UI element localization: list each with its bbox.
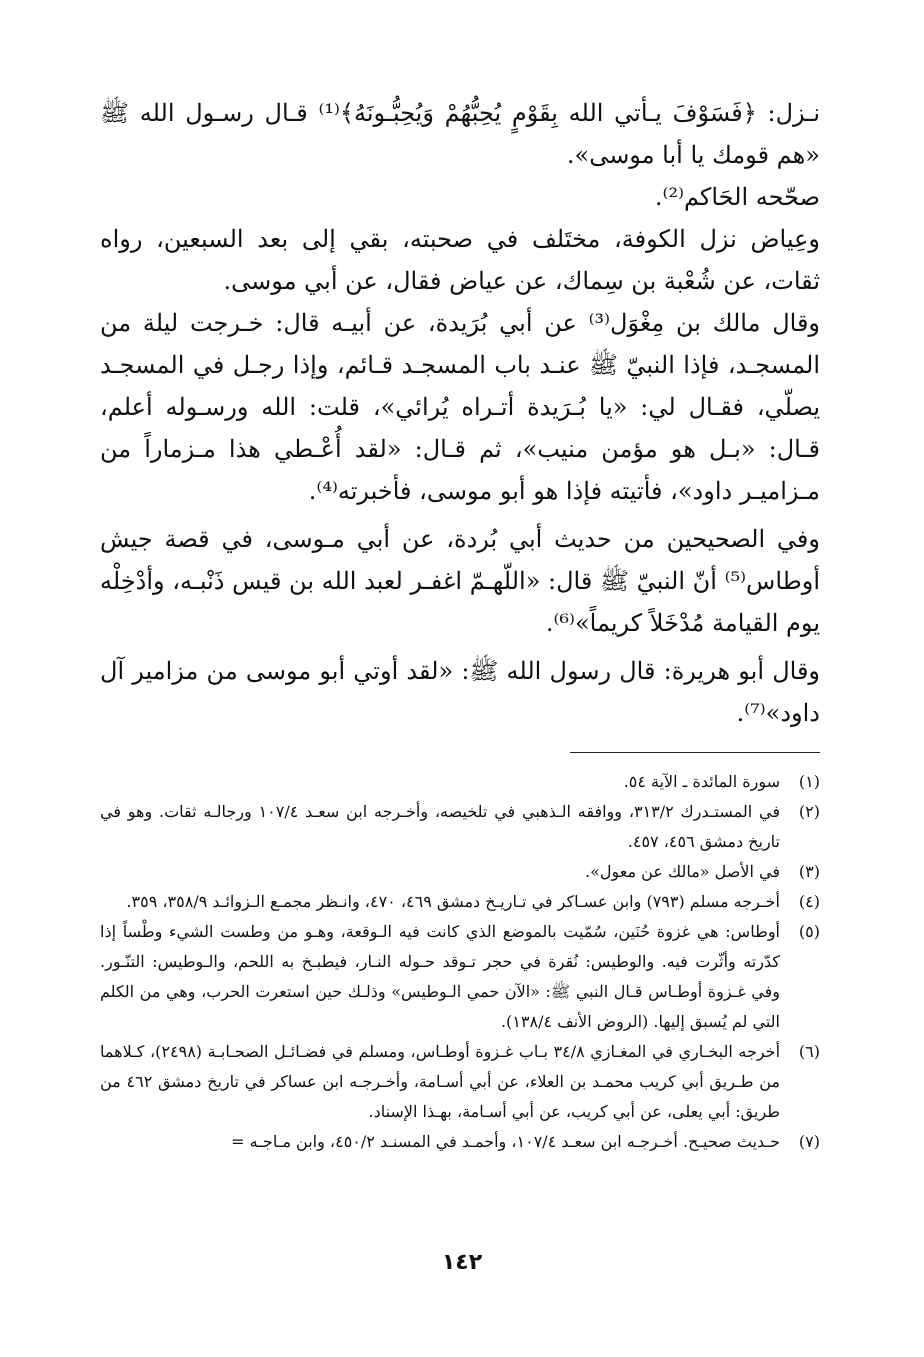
- footnote-number: (٤): [798, 892, 820, 911]
- paragraph-quran-verse: نـزل: ﴿فَسَوْفَ يـأتي الله بِقَوْمٍ يُحِبُّهُمْ وَيُحِبُّـونَهُ﴾⁽¹⁾ قـال رسـول الله ﷺ «هم قومك يا أبا موسى».: [100, 99, 821, 169]
- paragraph-abu-hurayra: وقال أبو هريرة: قال رسول الله ﷺ: «لقد أوتي أبو موسى من مزامير آل داود»⁽⁷⁾.: [100, 657, 820, 727]
- paragraph-sahihayn: وفي الصحيحين من حديث أبي بُردة، عن أبي مـوسى، في قصة جيش أوطاس⁽⁵⁾ أنّ النبيّ ﷺ قال: «اللّهـمّ اغفـر لعبد الله بن قيس ذَنْبـه، وأدْخِلْه يوم القيامة مُدْخَلاً كريماً»⁽⁶⁾.: [100, 525, 820, 637]
- footnote-text: في المستـدرك ٣١٣/٢، ووافقه الـذهبي في تلخيصه، وأخـرجه ابن سعـد ١٠٧/٤ ورجالـه ثقات. وهو في تاريخ دمشق ٤٥٦، ٤٥٧.: [100, 802, 781, 851]
- footnote-item: [100, 1037, 820, 1127]
- page-number: ١٤٢: [441, 1250, 483, 1275]
- footnote-item: [100, 1127, 820, 1157]
- footnotes: [100, 767, 820, 1157]
- footnote-item: [100, 857, 820, 887]
- page-content: [100, 92, 820, 1157]
- footnote-text: أخرجه البخـاري في المغـازي ٣٤/٨ بـاب غـزوة أوطـاس، ومسلم في فضـائـل الصحـابـة (٢٤٩٨)، كـلاهما من طـريق أبي كريب محمـد بن العلاء، عن أبي أسـامة، وأخـرجـه ابن عساكر في تاريخ دمشق ٤٦٢ من طريق: أبي يعلى، عن أبي كريب، عن أبي أسـامة، بهـذا الإسناد.: [100, 1042, 781, 1121]
- paragraph-malik: وقال مالك بن مِغْوَل⁽³⁾ عن أبي بُرَيدة، عن أبيـه قال: خـرجت ليلة من المسجـد، فإذا النبيّ ﷺ عنـد باب المسجـد قـائم، وإذا رجـل في المسجـد يصلّي، فقـال لي: «يا بُـرَيدة أتـراه يُرائي»، قلت: الله ورسـوله أعلم، قـال: «بـل هو مؤمن منيب»، ثم قـال: «لقد أُعْـطي هذا مـزماراً من مـزاميـر داود»، فأتيته فإذا هو أبو موسى، فأخبرته⁽⁴⁾.: [100, 309, 821, 505]
- footnote-number: (٧): [798, 1132, 820, 1151]
- footnote-number: (٥): [798, 922, 820, 941]
- paragraph-hakim: صحّحه الحَاكم⁽²⁾.: [654, 183, 820, 211]
- footnote-number: (٣): [798, 862, 820, 881]
- footnote-text: سورة المائدة ـ الآية ٥٤.: [623, 772, 780, 791]
- footnote-divider: [570, 752, 820, 753]
- footnote-item: [100, 887, 820, 917]
- footnote-number: (٢): [798, 802, 820, 821]
- footnote-text: حـديث صحيـح. أخـرجـه ابن سعـد ١٠٧/٤، وأحمـد في المسنـد ٤٥٠/٢، وابن مـاجـه =: [231, 1132, 780, 1151]
- footnote-number: (١): [798, 772, 820, 791]
- footnote-text: أخـرجه مسلم (٧٩٣) وابن عسـاكر في تـاريـخ دمشق ٤٦٩، ٤٧٠، وانـظر مجمـع الـزوائـد ٣٥٨/٩، ٣٥٩.: [126, 892, 780, 911]
- footnote-text: في الأصل «مالك عن معول».: [585, 862, 780, 881]
- footnote-number: (٦): [798, 1042, 820, 1061]
- footnote-text: أوطاس: هي غزوة حُنَين، سُمّيت بالموضع الذي كانت فيه الـوقعة، وهـو من وطست الشيء وطْساً إذا كدّرته وأثّرت فيه. والوطيس: نُقرة في حجر تـوقد حـوله النـار، فيطبـخ به اللحم، والـوطيس: التنّـور. وفي غـزوة أوطـاس قـال النبي ﷺ: «الآن حمي الـوطيس» وذلـك حين استعرت الحرب، وهي من الكلم التي لم يُسبق إليها. (الروض الأنف ١٣٨/٤).: [100, 922, 780, 1031]
- paragraph-iyad: وعِياض نزل الكوفة، مختَلف في صحبته، بقي إلى بعد السبعين، رواه ثقات، عن شُعْبة بن سِماك، عن عياض فقال، عن أبي موسى.: [100, 225, 820, 295]
- footnote-item: [100, 917, 820, 1037]
- footnote-item: [100, 797, 820, 857]
- footnote-item: [100, 767, 820, 797]
